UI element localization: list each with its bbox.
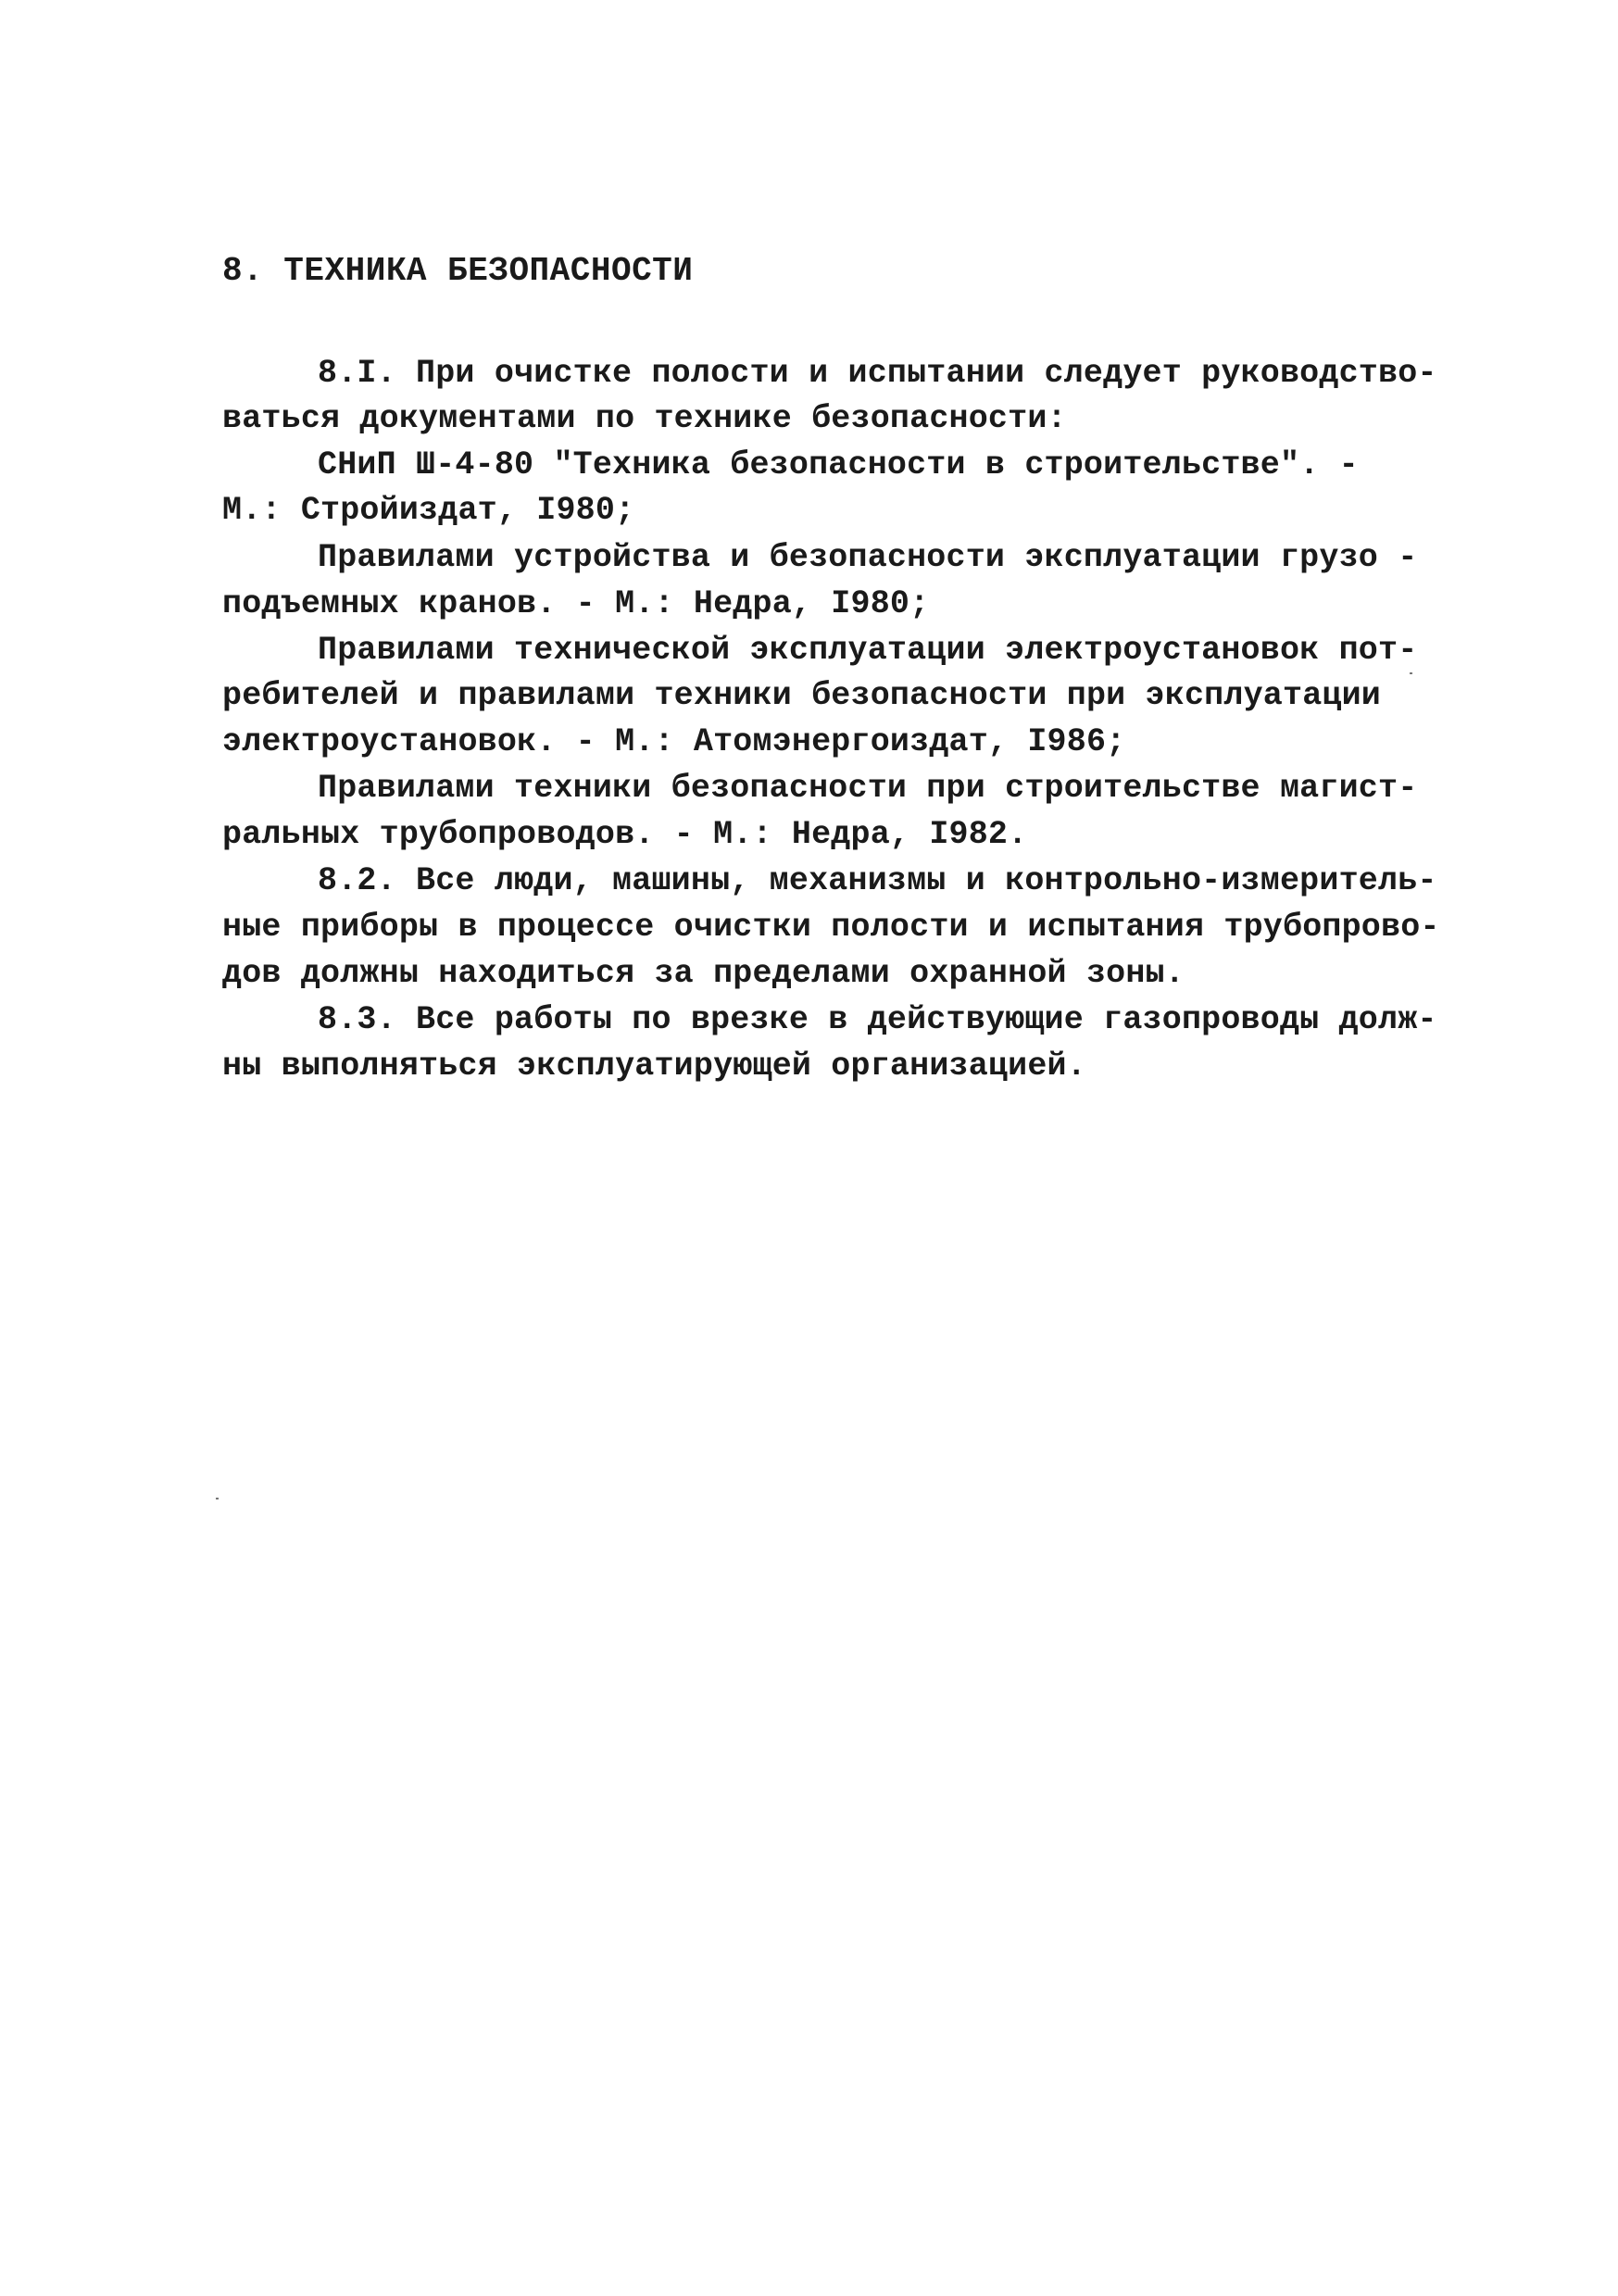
paragraph-line: М.: Стройиздат, I980; (222, 492, 635, 529)
paragraph-line: ваться документами по технике безопасности: (222, 400, 1067, 437)
paragraph-line: электроустановок. - М.: Атомэнергоиздат, I986; (222, 723, 1126, 760)
paragraph-line: Правилами технической эксплуатации электроустановок пот- (318, 632, 1418, 669)
paragraph-line: Правилами устройства и безопасности эксплуатации грузо - (318, 539, 1418, 576)
paragraph-line: подъемных кранов. - М.: Недра, I980; (222, 585, 930, 622)
paragraph-line: ребителей и правилами техники безопасности при эксплуатации (222, 677, 1382, 714)
scan-speck (1410, 672, 1412, 674)
paragraph-line: Правилами техники безопасности при строительстве магист- (318, 770, 1418, 807)
paragraph-line: 8.3. Все работы по врезке в действующие газопроводы долж- (318, 1001, 1437, 1038)
paragraph-line: ные приборы в процессе очистки полости и испытания трубопрово- (222, 909, 1440, 946)
paragraph-line: 8.2. Все люди, машины, механизмы и контрольно-измеритель- (318, 862, 1437, 899)
scan-speck (216, 1498, 219, 1499)
paragraph-line: ральных трубопроводов. - М.: Недра, I982. (222, 816, 1028, 853)
paragraph-line: ны выполняться эксплуатирующей организацией. (222, 1048, 1086, 1085)
paragraph-line: СНиП Ш-4-80 "Техника безопасности в строительстве". - (318, 446, 1359, 483)
section-heading: 8. ТЕХНИКА БЕЗОПАСНОСТИ (222, 252, 694, 290)
paragraph-line: 8.I. При очистке полости и испытании следует руководство- (318, 355, 1437, 392)
paragraph-line: дов должны находиться за пределами охранной зоны. (222, 955, 1185, 992)
